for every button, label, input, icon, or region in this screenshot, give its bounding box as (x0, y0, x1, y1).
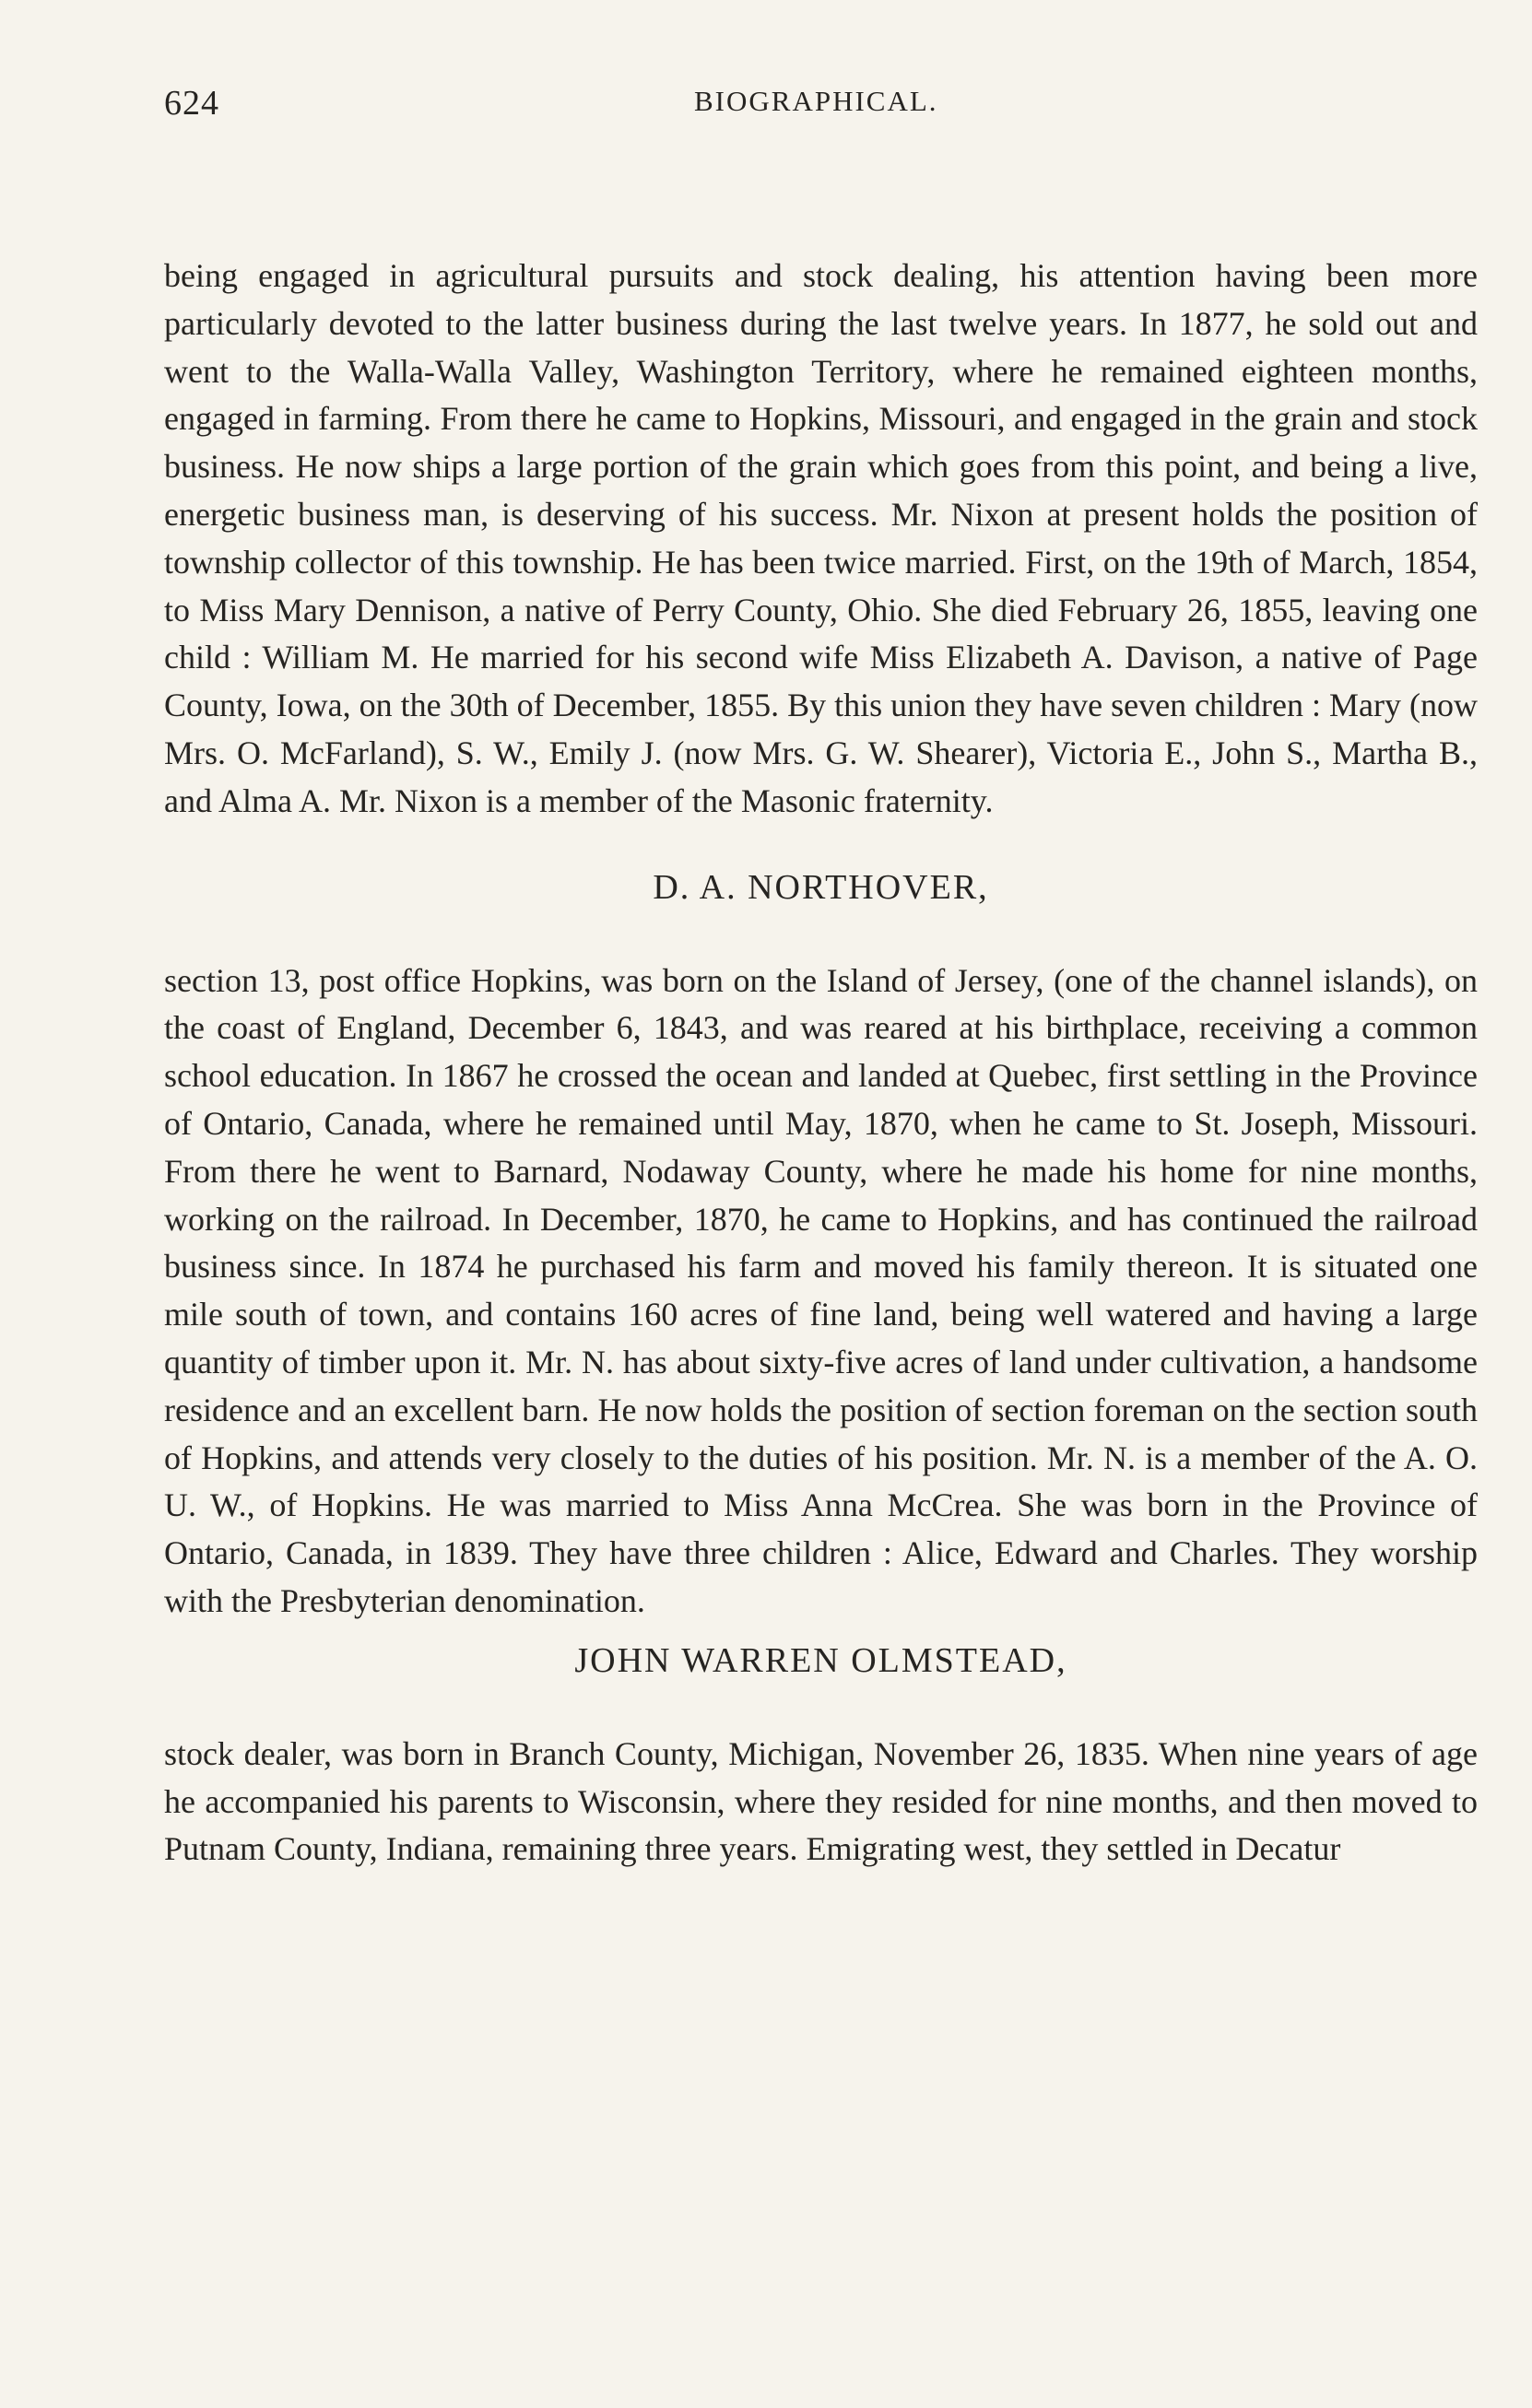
northover-heading: D. A. NORTHOVER, (653, 867, 989, 907)
northover-biography: section 13, post office Hopkins, was born on the Island of Jersey, (one of the channel islands), on the coast of England, December 6, 1843, and was reared at his birthplace, receiving a common school education. In 1867 he crossed the ocean and landed at Quebec, first settling in the Province of Ontario, Canada, where he remained until May, 1870, when he came to St. Joseph, Missouri. From there he went to Barnard, Nodaway County, where he made his home for nine months, working on the railroad. In December, 1870, he came to Hopkins, and has continued the railroad business since. In 1874 he purchased his farm and moved his family thereon. It is situated one mile south of town, and contains 160 acres of fine land, being well watered and having a large quantity of timber upon it. Mr. N. has about sixty-five acres of land under cultivation, a handsome residence and an excellent barn. He now holds the position of section foreman on the section south of Hopkins, and attends very closely to the duties of his position. Mr. N. is a member of the A. O. U. W., of Hopkins. He was married to Miss Anna McCrea. She was born in the Province of Ontario, Canada, in 1839. They have three children : Alice, Edward and Charles. They worship with the Presbyterian denomination. (164, 961, 1478, 1619)
olmstead-biography: stock dealer, was born in Branch County, Michigan, November 26, 1835. When nine years of age he accompanied his parents to Wisconsin, where they resided for nine months, and then moved to Putnam County, Indiana, remaining three years. Emigrating west, they settled in Decatur (164, 1734, 1478, 1868)
nixon-biography-continuation: being engaged in agricultural pursuits and stock dealing, his attention having been more particularly devoted to the latter business during the last twelve years. In 1877, he sold out and went to the Walla-Walla Valley, Washington Territory, where he remained eighteen months, engaged in farming. From there he came to Hopkins, Missouri, and engaged in the grain and stock business. He now ships a large portion of the grain which goes from this point, and being a live, energetic business man, is deserving of his success. Mr. Nixon at present holds the position of township collector of this township. He has been twice married. First, on the 19th of March, 1854, to Miss Mary Dennison, a native of Perry County, Ohio. She died February 26, 1855, leaving one child : William M. He married for his second wife Miss Elizabeth A. Davison, a native of Page County, Iowa, on the 30th of December, 1855. By this union they have seven children : Mary (now Mrs. O. McFarland), S. W., Emily J. (now Mrs. G. W. Shearer), Victoria E., John S., Martha B., and Alma A. Mr. Nixon is a member of the Masonic fraternity. (164, 257, 1478, 819)
page-number: 624 (164, 84, 219, 123)
book-page (164, 83, 1478, 1874)
page-content (164, 253, 1478, 1874)
page-header (164, 83, 1478, 138)
running-head: BIOGRAPHICAL. (694, 85, 938, 117)
olmstead-heading: JOHN WARREN OLMSTEAD, (574, 1640, 1067, 1680)
